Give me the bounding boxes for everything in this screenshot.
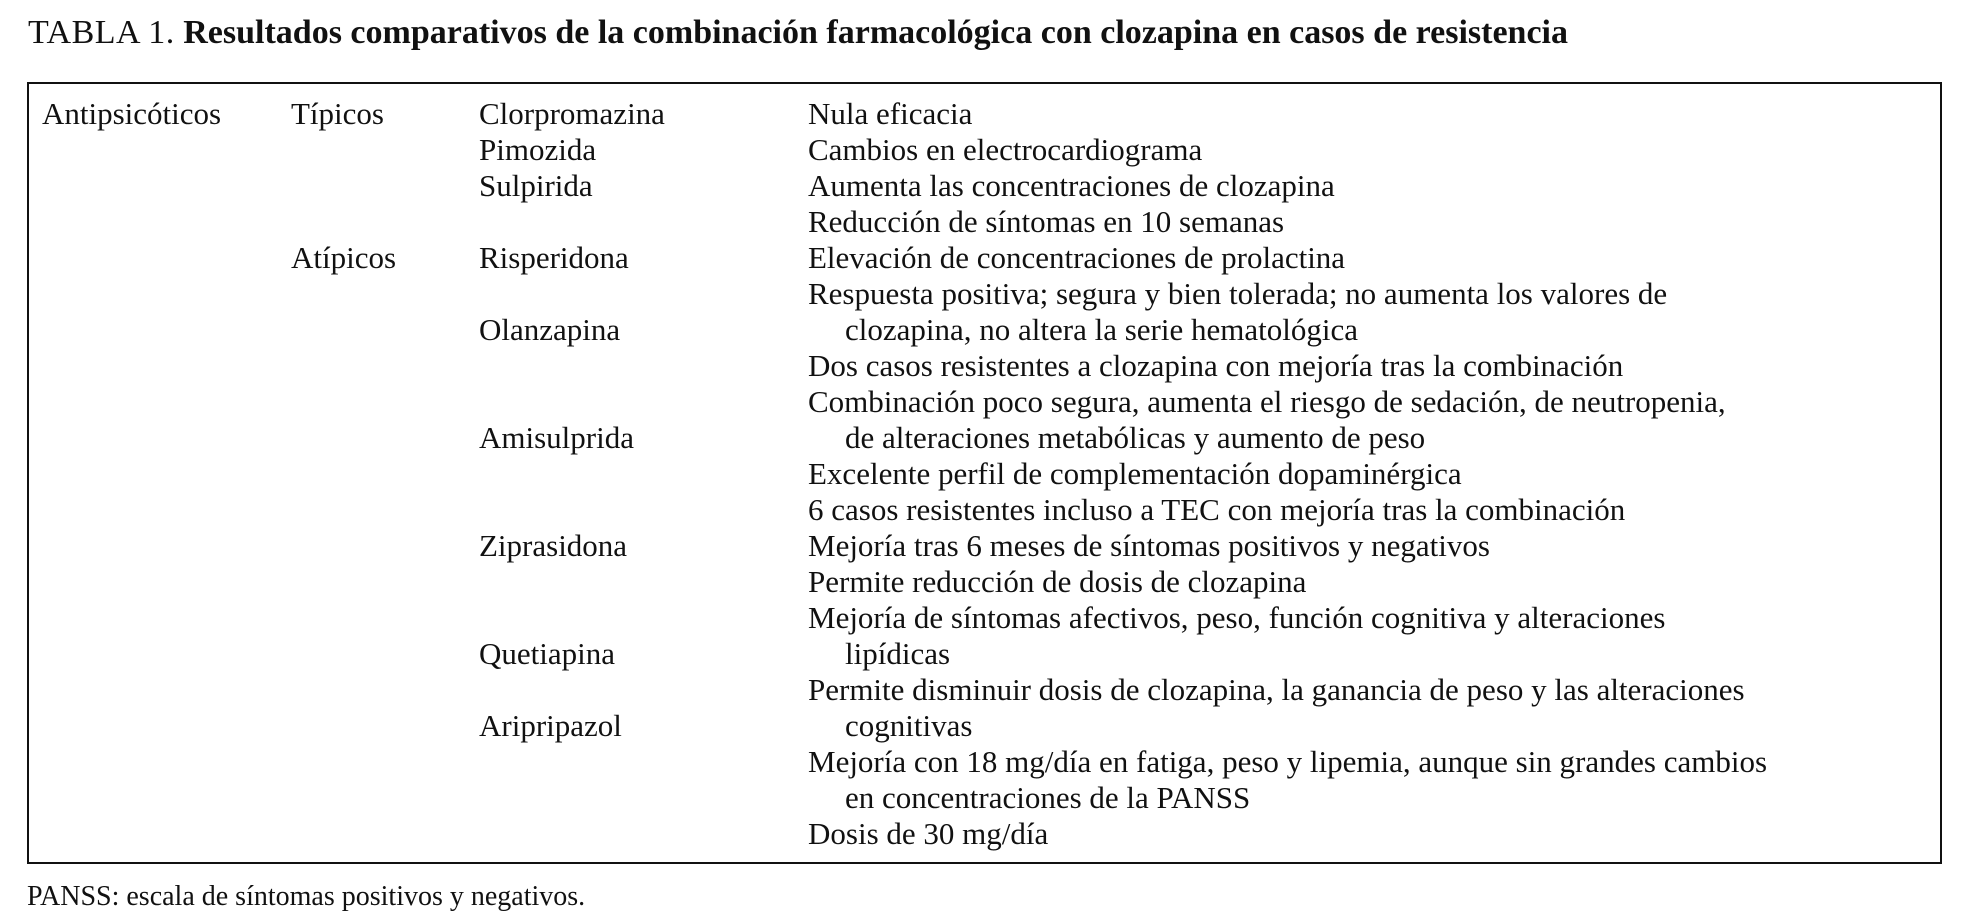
drug-risperidona: Risperidona xyxy=(479,240,629,275)
result-line-continuation: clozapina, no altera la serie hematológica xyxy=(845,312,1358,347)
result-line-continuation: en concentraciones de la PANSS xyxy=(845,780,1251,815)
result-line-continuation: lipídicas xyxy=(845,636,951,671)
result-line: Dosis de 30 mg/día xyxy=(808,816,1049,851)
drug-sulpirida: Sulpirida xyxy=(479,168,593,203)
group-tipicos: Típicos xyxy=(291,96,384,131)
drug-pimozida: Pimozida xyxy=(479,132,597,167)
result-line-continuation: cognitivas xyxy=(845,708,973,743)
drug-clorpromazina: Clorpromazina xyxy=(479,96,665,131)
result-line: Aumenta las concentraciones de clozapina xyxy=(808,168,1335,203)
result-line: Nula eficacia xyxy=(808,96,973,131)
result-line: Cambios en electrocardiograma xyxy=(808,132,1203,167)
result-line: Mejoría de síntomas afectivos, peso, función cognitiva y alteraciones xyxy=(808,600,1666,635)
table-caption xyxy=(28,10,1568,56)
drug-ziprasidona: Ziprasidona xyxy=(479,528,628,563)
result-line: Respuesta positiva; segura y bien tolerada; no aumenta los valores de xyxy=(808,276,1668,311)
category-cell: Antipsicóticos xyxy=(42,96,222,131)
drug-amisulprida: Amisulprida xyxy=(479,420,634,455)
table-title: Resultados comparativos de la combinación farmacológica con clozapina en casos de resistencia xyxy=(183,14,1569,51)
result-line-continuation: de alteraciones metabólicas y aumento de peso xyxy=(845,420,1426,455)
results-table xyxy=(27,82,1942,864)
result-line: Excelente perfil de complementación dopaminérgica xyxy=(808,456,1462,491)
result-line: Reducción de síntomas en 10 semanas xyxy=(808,204,1285,239)
drug-aripripazol: Aripripazol xyxy=(479,708,622,743)
table-label: TABLA 1. xyxy=(28,14,175,51)
drug-quetiapina: Quetiapina xyxy=(479,636,616,671)
result-line: Mejoría con 18 mg/día en fatiga, peso y lipemia, aunque sin grandes cambios xyxy=(808,744,1768,779)
result-line: 6 casos resistentes incluso a TEC con mejoría tras la combinación xyxy=(808,492,1626,527)
drug-olanzapina: Olanzapina xyxy=(479,312,621,347)
result-line: Mejoría tras 6 meses de síntomas positivos y negativos xyxy=(808,528,1490,563)
result-line: Elevación de concentraciones de prolactina xyxy=(808,240,1346,275)
result-line: Combinación poco segura, aumenta el riesgo de sedación, de neutropenia, xyxy=(808,384,1726,419)
result-line: Permite disminuir dosis de clozapina, la ganancia de peso y las alteraciones xyxy=(808,672,1745,707)
result-line: Dos casos resistentes a clozapina con mejoría tras la combinación xyxy=(808,348,1624,383)
result-line: Permite reducción de dosis de clozapina xyxy=(808,564,1307,599)
group-atipicos: Atípicos xyxy=(291,240,397,275)
table-footnote: PANSS: escala de síntomas positivos y negativos. xyxy=(27,881,586,912)
